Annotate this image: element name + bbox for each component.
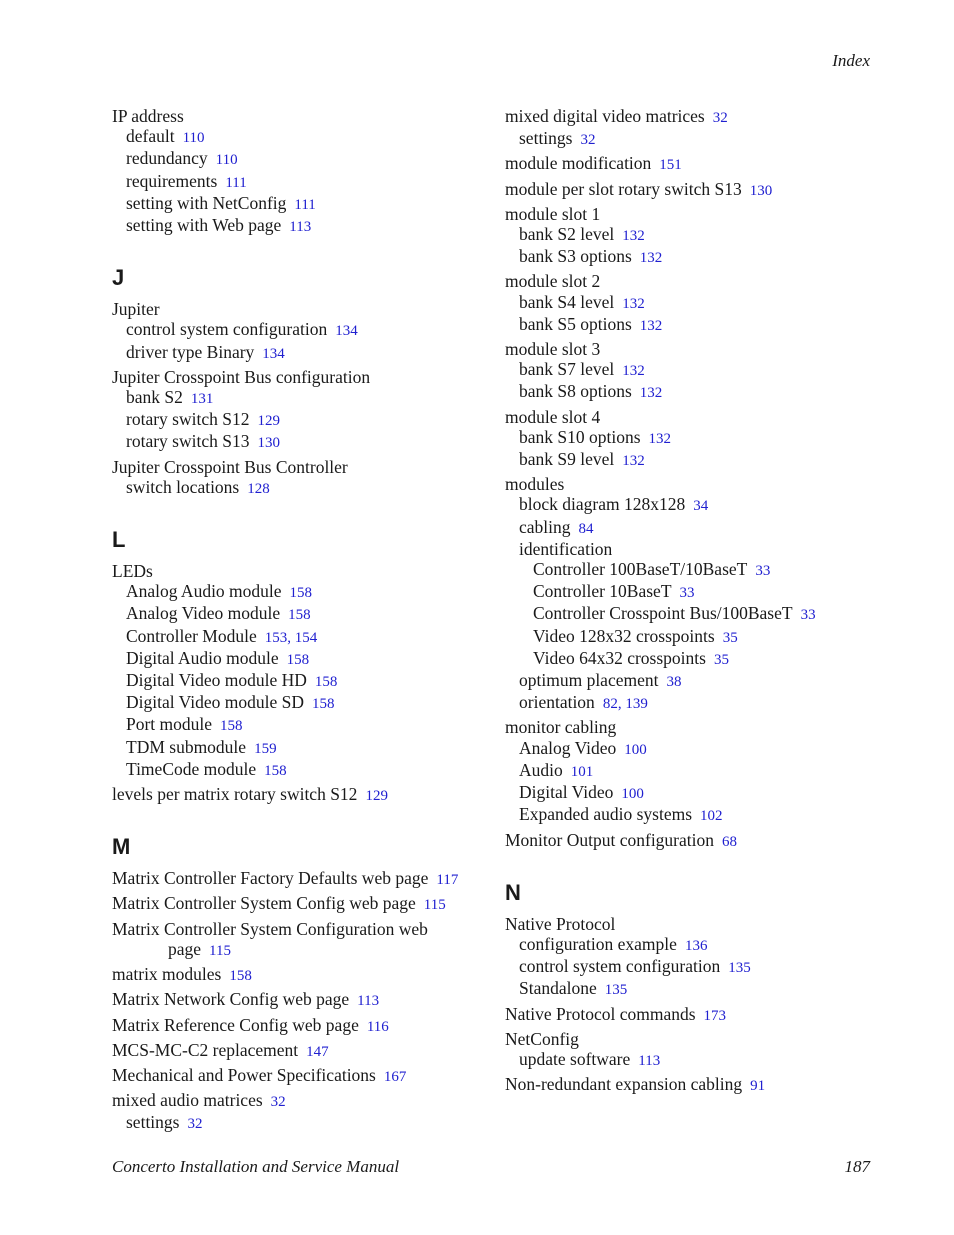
index-entry: Matrix Controller System Configuration web bbox=[112, 918, 428, 939]
index-entry: mixed digital video matrices 32 bbox=[505, 106, 728, 126]
page-link[interactable]: 113 bbox=[357, 993, 380, 1010]
page-link[interactable]: 115 bbox=[423, 897, 446, 914]
page-link[interactable]: 132 bbox=[639, 250, 663, 267]
index-entry: MCS-MC-C2 replacement 147 bbox=[112, 1039, 329, 1060]
index-subentry: bank S10 options 132 bbox=[519, 426, 672, 447]
page-link[interactable]: 159 bbox=[254, 740, 277, 757]
page-link[interactable]: 134 bbox=[335, 323, 358, 340]
page-link[interactable]: 135 bbox=[604, 982, 628, 999]
page-link[interactable]: 154 bbox=[294, 629, 318, 646]
index-subentry: TDM submodule 159 bbox=[126, 736, 277, 757]
index-entry: module per slot rotary switch S13 130 bbox=[505, 178, 773, 199]
index-entry: LEDs bbox=[112, 561, 153, 582]
page-link[interactable]: 33 bbox=[679, 585, 695, 602]
page-link[interactable]: 35 bbox=[713, 651, 729, 668]
index-subentry: default 110 bbox=[126, 126, 205, 147]
index-subentry: configuration example 136 bbox=[519, 933, 708, 954]
page-link[interactable]: 32 bbox=[712, 110, 728, 126]
running-header: Index bbox=[832, 51, 870, 70]
index-entry: Monitor Output configuration 68 bbox=[505, 829, 738, 850]
index-entry: Native Protocol bbox=[505, 913, 616, 934]
index-subentry: Controller Module 153, 154 bbox=[126, 625, 318, 646]
page-link[interactable]: 158 bbox=[229, 968, 252, 985]
index-entry-continuation: page 115 bbox=[168, 938, 231, 959]
page-link[interactable]: 129 bbox=[257, 413, 280, 430]
page-link[interactable]: 130 bbox=[257, 435, 280, 452]
page-link[interactable]: 33 bbox=[755, 563, 771, 580]
index-subentry: bank S9 level 132 bbox=[519, 449, 645, 470]
page-link[interactable]: 68 bbox=[722, 833, 738, 850]
page-link[interactable]: 128 bbox=[247, 480, 270, 497]
index-entry: module slot 3 bbox=[505, 339, 601, 360]
page-link[interactable]: 158 bbox=[286, 651, 310, 668]
page-link[interactable]: 139 bbox=[625, 696, 648, 713]
index-subentry: Analog Audio module 158 bbox=[126, 581, 313, 602]
page-link[interactable]: 82 bbox=[602, 696, 618, 713]
index-subentry: orientation 82, 139 bbox=[519, 692, 648, 713]
index-subentry: control system configuration 134 bbox=[126, 319, 358, 340]
index-column-left bbox=[112, 106, 482, 1135]
running-footer bbox=[112, 1157, 870, 1177]
page-link[interactable]: 115 bbox=[209, 942, 231, 959]
index-subentry: bank S2 131 bbox=[126, 387, 214, 408]
index-subentry: block diagram 128x128 34 bbox=[519, 494, 709, 515]
index-entry: mixed audio matrices 32 bbox=[112, 1090, 286, 1111]
page-link[interactable]: 33 bbox=[800, 607, 816, 624]
page-link[interactable]: 153 bbox=[264, 629, 288, 646]
page-link[interactable]: 110 bbox=[215, 152, 238, 169]
index-subentry: requirements 111 bbox=[126, 170, 247, 191]
page-link[interactable]: 32 bbox=[580, 132, 596, 149]
index-subsubentry: Video 128x32 crosspoints 35 bbox=[533, 625, 738, 646]
index-entry: Native Protocol commands 173 bbox=[505, 1003, 727, 1024]
section-letter-m: M bbox=[112, 834, 131, 860]
page-link[interactable]: 158 bbox=[288, 607, 311, 624]
index-subentry: Digital Video 100 bbox=[519, 782, 644, 803]
page-link[interactable]: 101 bbox=[570, 763, 594, 780]
index-subentry: Digital Video module SD 158 bbox=[126, 692, 335, 713]
index-entry: Jupiter bbox=[112, 299, 160, 320]
index-subentry: setting with Web page 113 bbox=[126, 215, 312, 236]
page-number: 187 bbox=[844, 1157, 870, 1176]
page-link[interactable]: 158 bbox=[314, 674, 338, 691]
page-link[interactable]: 132 bbox=[648, 430, 672, 447]
index-subentry: Analog Video 100 bbox=[519, 737, 647, 758]
index-subentry: identification bbox=[519, 538, 613, 559]
index-subentry: rotary switch S12 129 bbox=[126, 409, 280, 430]
page-link[interactable]: 132 bbox=[622, 453, 645, 470]
index-subentry: Analog Video module 158 bbox=[126, 603, 311, 624]
page-link[interactable]: 32 bbox=[270, 1094, 286, 1111]
index-subentry: bank S3 options 132 bbox=[519, 246, 663, 267]
page-link[interactable]: 151 bbox=[659, 157, 682, 174]
index-entry: levels per matrix rotary switch S12 129 bbox=[112, 784, 388, 805]
page-link[interactable]: 113 bbox=[289, 219, 312, 236]
index-entry: matrix modules 158 bbox=[112, 964, 252, 985]
index-subentry: Digital Audio module 158 bbox=[126, 647, 310, 668]
page-link[interactable]: 158 bbox=[312, 696, 335, 713]
index-entry: Jupiter Crosspoint Bus configuration bbox=[112, 366, 371, 387]
index-subentry: cabling 84 bbox=[519, 516, 594, 537]
index-subentry: redundancy 110 bbox=[126, 148, 238, 169]
index-subentry: control system configuration 135 bbox=[519, 956, 751, 977]
page-link[interactable]: 131 bbox=[190, 391, 214, 408]
index-entry: monitor cabling bbox=[505, 717, 617, 738]
page-link[interactable]: 135 bbox=[728, 960, 751, 977]
index-subentry: driver type Binary 134 bbox=[126, 341, 285, 362]
index-subentry: bank S5 options 132 bbox=[519, 313, 663, 334]
page-link[interactable]: 167 bbox=[383, 1068, 407, 1085]
index-column-right bbox=[505, 106, 875, 1096]
index-subentry: bank S7 level 132 bbox=[519, 359, 645, 380]
index-subentry: TimeCode module 158 bbox=[126, 758, 287, 779]
page-link[interactable]: 35 bbox=[722, 629, 738, 646]
section-letter-l: L bbox=[112, 527, 126, 553]
index-subentry: settings 32 bbox=[519, 128, 596, 149]
index-entry: module modification 151 bbox=[505, 153, 682, 174]
page-link[interactable]: 100 bbox=[624, 741, 647, 758]
page-link[interactable]: 38 bbox=[666, 674, 682, 691]
index-entry: module slot 2 bbox=[505, 271, 601, 292]
index-subentry: update software 113 bbox=[519, 1048, 661, 1069]
page-link[interactable]: 111 bbox=[294, 196, 316, 213]
page-link[interactable]: 132 bbox=[622, 228, 645, 245]
index-subsubentry: Controller Crosspoint Bus/100BaseT 33 bbox=[533, 603, 816, 624]
section-letter-n: N bbox=[505, 879, 521, 905]
section-letter-j: J bbox=[112, 265, 125, 291]
page-link[interactable]: 158 bbox=[264, 762, 287, 779]
page-link[interactable]: 91 bbox=[750, 1078, 766, 1095]
index-subentry: optimum placement 38 bbox=[519, 670, 682, 691]
page-link[interactable]: 173 bbox=[703, 1007, 727, 1024]
index-entry: Mechanical and Power Specifications 167 bbox=[112, 1064, 407, 1085]
page-link[interactable]: 147 bbox=[306, 1043, 329, 1060]
page-link[interactable]: 100 bbox=[621, 786, 644, 803]
index-entry: Matrix Reference Config web page 116 bbox=[112, 1014, 389, 1035]
index-entry: Matrix Network Config web page 113 bbox=[112, 989, 380, 1010]
index-subentry: bank S4 level 132 bbox=[519, 291, 645, 312]
page-link[interactable]: 32 bbox=[187, 1116, 203, 1133]
page-link[interactable]: 134 bbox=[262, 345, 285, 362]
index-entry: IP address bbox=[112, 106, 184, 126]
page-link[interactable]: 111 bbox=[225, 174, 247, 191]
index-entry: NetConfig bbox=[505, 1028, 579, 1049]
page-link[interactable]: 132 bbox=[639, 385, 663, 402]
page-link[interactable]: 130 bbox=[749, 182, 773, 199]
page-link[interactable]: 113 bbox=[638, 1052, 661, 1069]
index-subentry: rotary switch S13 130 bbox=[126, 431, 280, 452]
page-link[interactable]: 102 bbox=[700, 808, 723, 825]
index-subentry: Digital Video module HD 158 bbox=[126, 670, 338, 691]
page-link[interactable]: 110 bbox=[182, 130, 205, 147]
index-subsubentry: Controller 100BaseT/10BaseT 33 bbox=[533, 559, 771, 580]
page-link[interactable]: 132 bbox=[622, 363, 645, 380]
index-subentry: Standalone 135 bbox=[519, 978, 628, 999]
index-subentry: Port module 158 bbox=[126, 714, 243, 735]
index-subsubentry: Video 64x32 crosspoints 35 bbox=[533, 647, 729, 668]
page-link[interactable]: 136 bbox=[684, 937, 708, 954]
index-subsubentry: Controller 10BaseT 33 bbox=[533, 581, 695, 602]
page-link[interactable]: 116 bbox=[366, 1018, 389, 1035]
index-subentry: settings 32 bbox=[126, 1112, 203, 1133]
index-entry: module slot 4 bbox=[505, 406, 601, 427]
page-link[interactable]: 158 bbox=[220, 718, 243, 735]
page-link[interactable]: 132 bbox=[639, 317, 663, 334]
page-link[interactable]: 129 bbox=[365, 788, 388, 805]
page-link[interactable]: 84 bbox=[578, 520, 594, 537]
index-entry: Matrix Controller System Config web page 115 bbox=[112, 893, 446, 914]
manual-title: Concerto Installation and Service Manual bbox=[112, 1157, 400, 1176]
index-entry: Matrix Controller Factory Defaults web page 117 bbox=[112, 868, 459, 889]
index-subentry: setting with NetConfig 111 bbox=[126, 192, 316, 213]
index-entry: Jupiter Crosspoint Bus Controller bbox=[112, 456, 348, 477]
page-link[interactable]: 132 bbox=[622, 295, 645, 312]
page-link[interactable]: 34 bbox=[693, 498, 709, 515]
index-subentry: Audio 101 bbox=[519, 759, 594, 780]
page-link[interactable]: 158 bbox=[289, 585, 313, 602]
index-subentry: switch locations 128 bbox=[126, 476, 270, 497]
page-link[interactable]: 117 bbox=[436, 872, 459, 889]
index-subentry: bank S8 options 132 bbox=[519, 381, 663, 402]
index-entry: Non-redundant expansion cabling 91 bbox=[505, 1074, 766, 1095]
index-subentry: bank S2 level 132 bbox=[519, 224, 645, 245]
index-entry: module slot 1 bbox=[505, 203, 601, 224]
index-entry: modules bbox=[505, 474, 565, 495]
index-subentry: Expanded audio systems 102 bbox=[519, 804, 723, 825]
